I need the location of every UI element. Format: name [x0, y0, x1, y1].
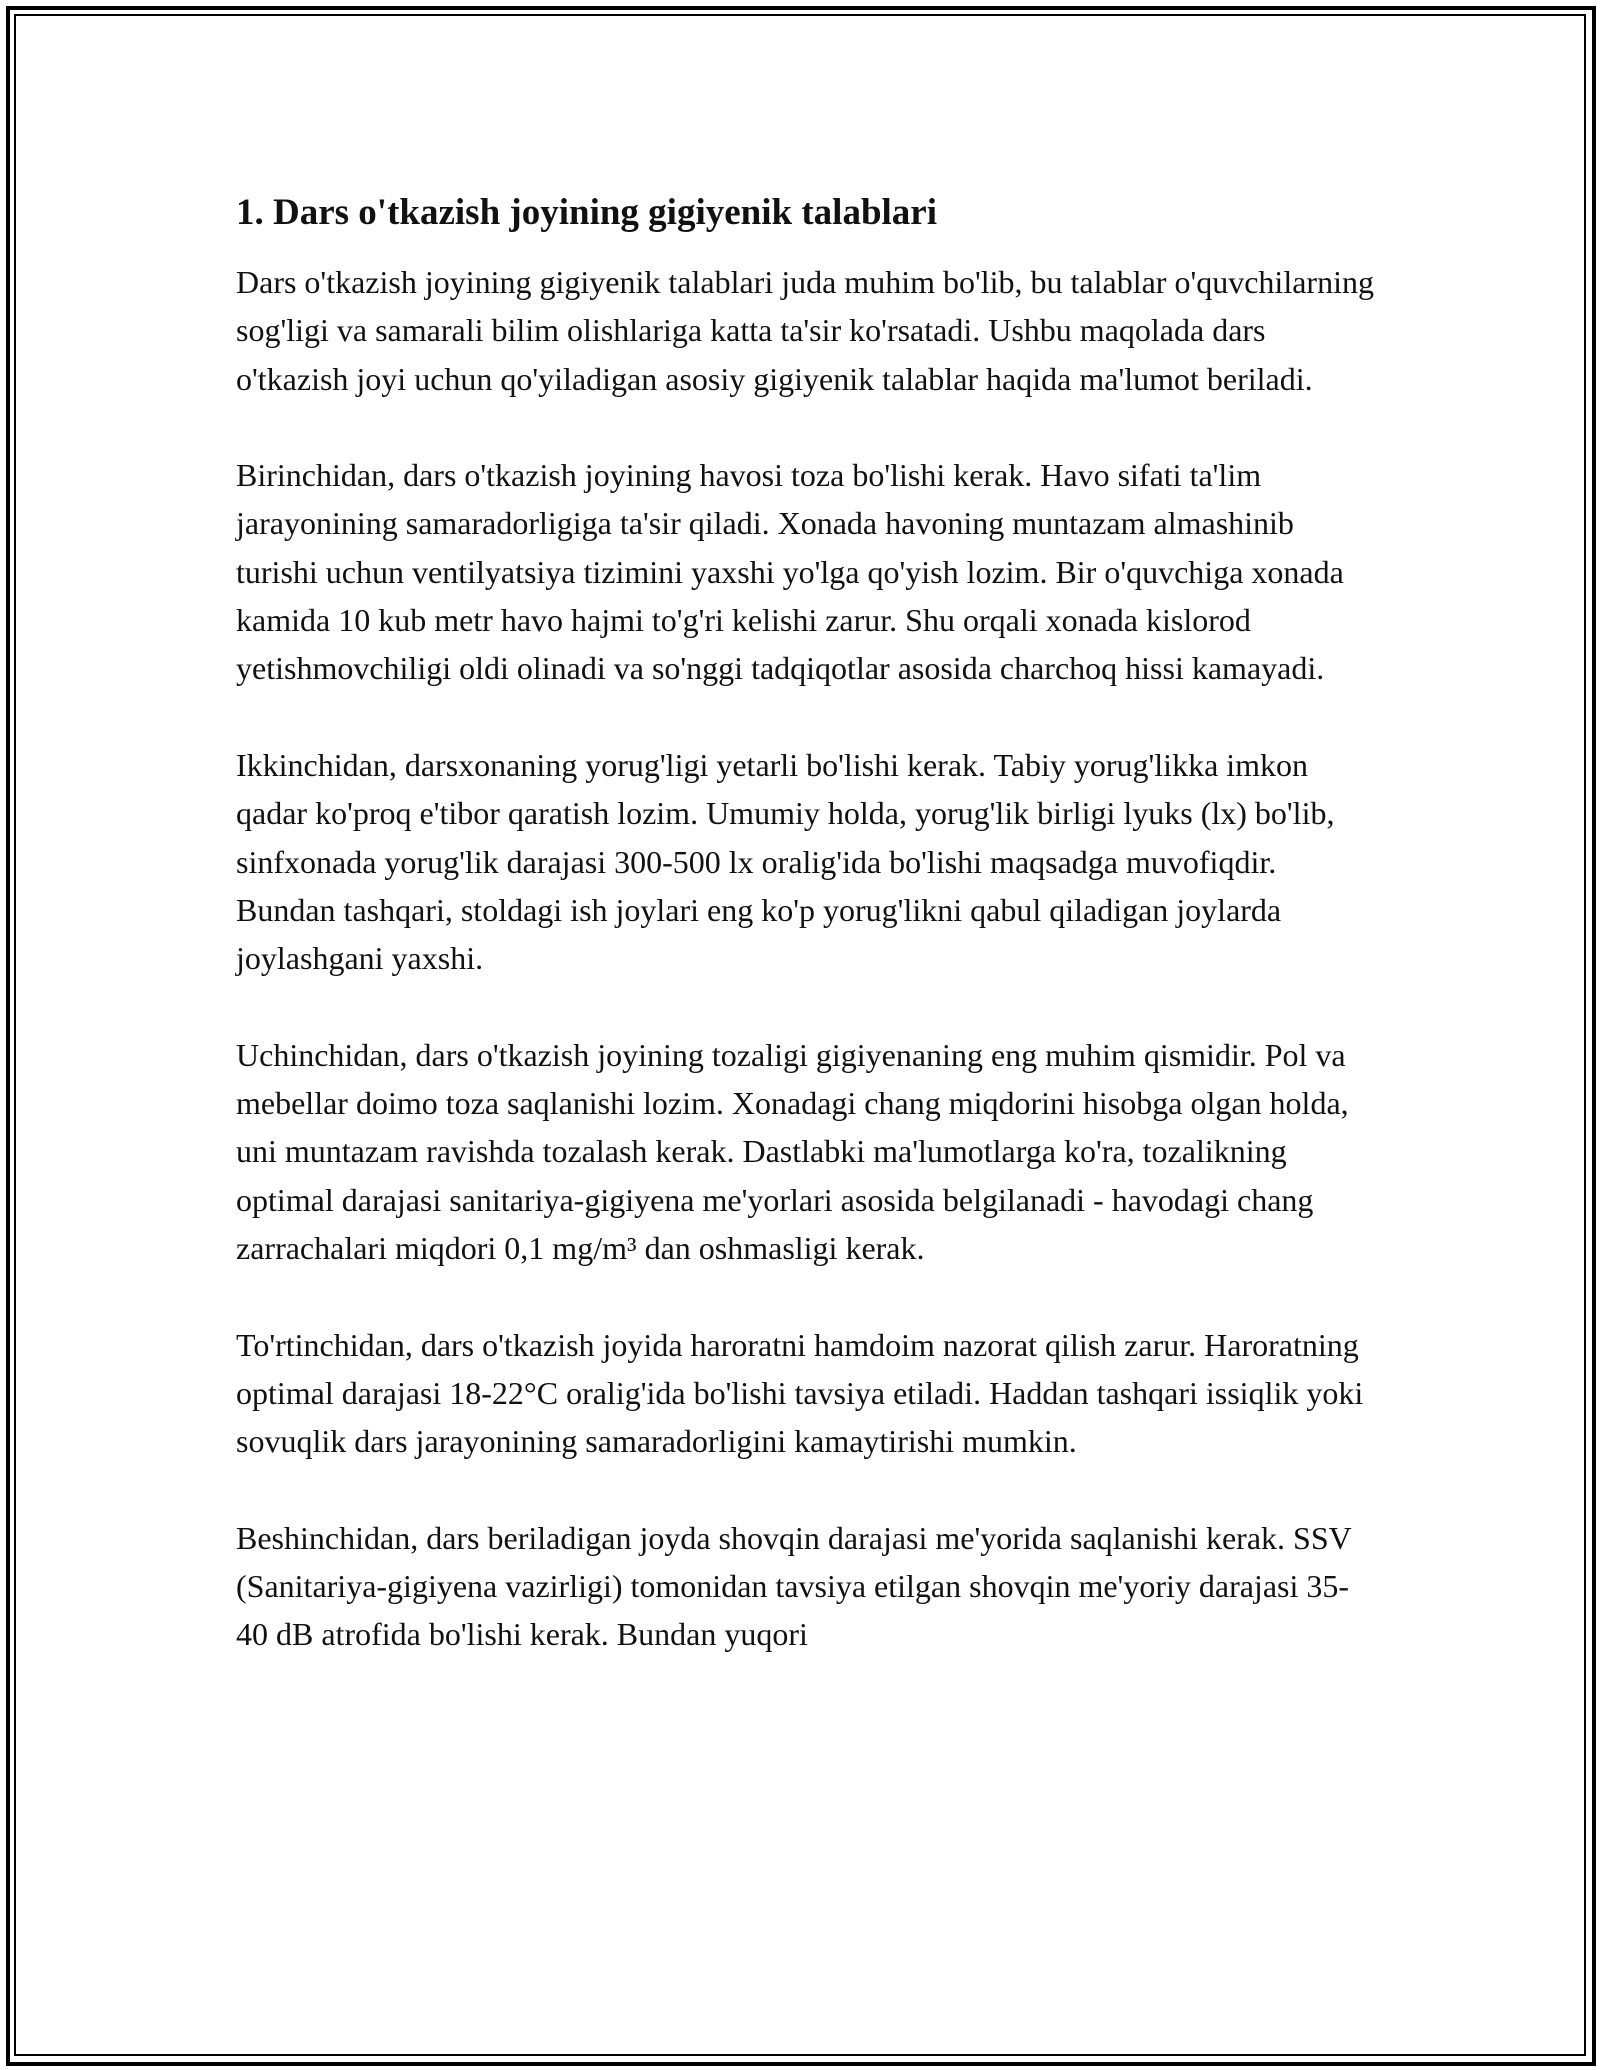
paragraph-noise: Beshinchidan, dars beriladigan joyda shovqin darajasi me'yorida saqlanishi kerak. SSV (Sanitariya-gigiyena vazirligi) tomonidan tavsiya etilgan shovqin me'yoriy darajasi 35-40 dB atrofida bo'lishi kerak. Bundan yuqori: [236, 1519, 1352, 1653]
paragraph-cleanliness: Uchinchidan, dars o'tkazish joyining tozaligi gigiyenaning eng muhim qismidir. Pol va mebellar doimo toza saqlanishi lozim. Xonadagi chang miqdorini hisobga olgan holda, uni muntazam ravishda tozalash kerak. Dastlabki ma'lumotlarga ko'ra, tozalikning optimal darajasi sanitariya-gigiyena me'yorlari asosida belgilanadi - havodagi chang zarrachalari miqdori 0,1 mg/m³ dan oshmasligi kerak.: [236, 1036, 1349, 1266]
paragraph-air-quality: Birinchidan, dars o'tkazish joyining havosi toza bo'lishi kerak. Havo sifati ta'lim jarayonining samaradorligiga ta'sir qiladi. Xonada havoning muntazam almashinib turishi uchun ventilyatsiya tizimini yaxshi yo'lga qo'yish lozim. Bir o'quvchiga xonada kamida 10 kub metr havo hajmi to'g'ri kelishi zarur. Shu orqali xonada kislorod yetishmovchiligi oldi olinadi va so'nggi tadqiqotlar asosida charchoq hissi kamayadi.: [236, 457, 1344, 687]
paragraph-lighting: Ikkinchidan, darsxonaning yorug'ligi yetarli bo'lishi kerak. Tabiy yorug'likka imkon qadar ko'proq e'tibor qaratish lozim. Umumiy holda, yorug'lik birligi lyuks (lx) bo'lib, sinfxonada yorug'lik darajasi 300-500 lx oralig'ida bo'lishi maqsadga muvofiqdir. Bundan tashqari, stoldagi ish joylari eng ko'p yorug'likni qabul qiladigan joylarda joylashgani yaxshi.: [236, 746, 1335, 977]
paragraph-intro: Dars o'tkazish joyining gigiyenik talablari juda muhim bo'lib, bu talablar o'quvchilarning sog'ligi va samarali bilim olishlariga katta ta'sir ko'rsatadi. Ushbu maqolada dars o'tkazish joyi uchun qo'yiladigan asosiy gigiyenik talablar haqida ma'lumot beriladi.: [236, 264, 1374, 397]
document-body: [236, 186, 1376, 1659]
paragraph-temperature: To'rtinchidan, dars o'tkazish joyida haroratni hamdoim nazorat qilish zarur. Haroratning optimal darajasi 18-22°C oralig'ida bo'lishi tavsiya etiladi. Haddan tashqari issiqlik yoki sovuqlik dars jarayonining samaradorligini kamaytirishi mumkin.: [236, 1326, 1364, 1460]
page-title: 1. Dars o'tkazish joyining gigiyenik talablari: [236, 192, 938, 233]
